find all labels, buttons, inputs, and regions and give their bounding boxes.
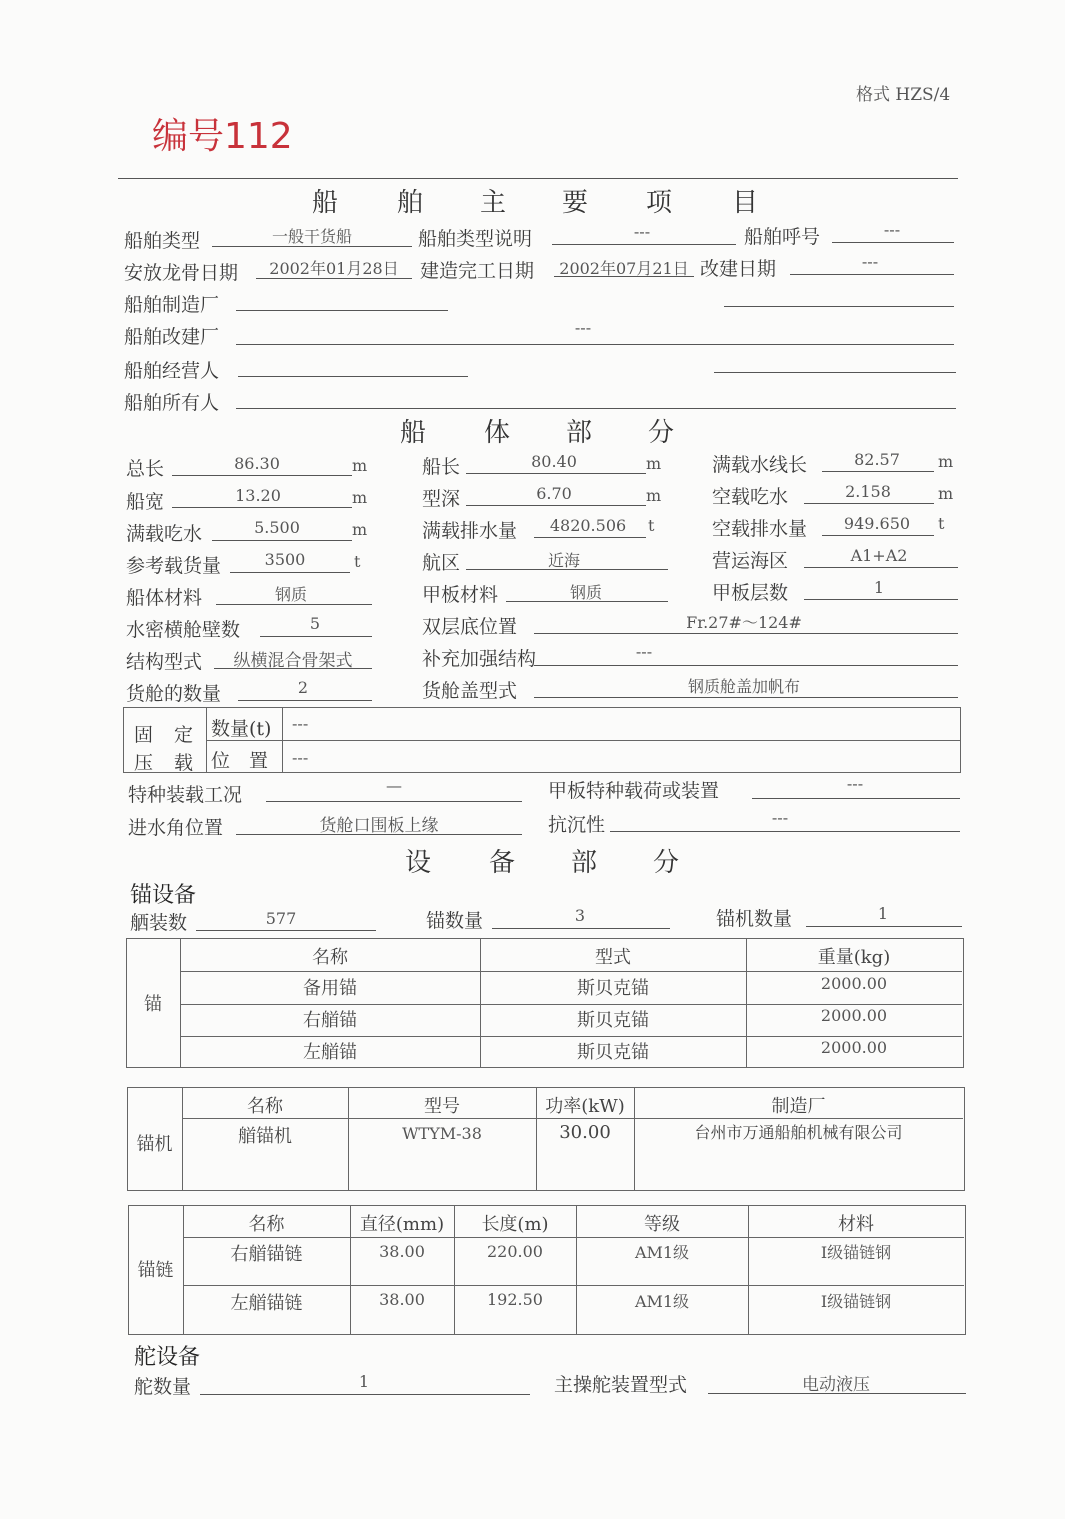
rudder-section-title: 舵设备 — [134, 1345, 201, 1370]
value-ship-type: 一般干货船 — [271, 227, 352, 246]
underline — [822, 471, 934, 472]
underline — [236, 408, 956, 409]
underline — [752, 798, 960, 799]
label-builder: 船舶制造厂 — [124, 294, 220, 316]
title-char: 项 — [646, 188, 673, 218]
value-call-sign: --- — [883, 220, 901, 239]
label-hold-count: 货舱的数量 — [126, 683, 222, 705]
ballast-qty-value: --- — [292, 714, 309, 733]
value-nav-area: 近海 — [547, 551, 580, 570]
value-breadth: 13.20 — [235, 486, 281, 505]
chain-row-2-length: 192.50 — [487, 1290, 543, 1309]
underline — [714, 372, 956, 373]
title-char: 船 — [312, 188, 339, 218]
windlass-row-maker: 台州市万通船舶机械有限公司 — [694, 1123, 903, 1142]
underline — [216, 604, 372, 605]
title-char: 舶 — [397, 188, 424, 218]
value-light-displacement: 949.650 — [843, 514, 911, 533]
underline — [708, 1393, 966, 1394]
value-hatch-cover: 钢质舱盖加帆布 — [687, 677, 800, 696]
label-owner: 船舶所有人 — [124, 392, 220, 414]
underline — [260, 636, 372, 637]
title-char: 目 — [732, 188, 759, 218]
underline — [832, 242, 954, 243]
underline — [822, 535, 934, 536]
unit-lwl: m — [938, 452, 954, 471]
value-deck-special: --- — [846, 774, 864, 793]
chain-row-1-name: 右艏锚链 — [230, 1244, 303, 1265]
unit-light-displacement: t — [938, 514, 945, 533]
underline — [534, 697, 958, 698]
header-divider — [118, 178, 958, 179]
unit-lbp: m — [646, 454, 662, 473]
value-completion-date: 2002年07月21日 — [559, 259, 689, 278]
label-op-sea-area: 营运海区 — [712, 550, 789, 572]
underline — [238, 376, 468, 377]
value-unsinkability: --- — [771, 808, 789, 827]
title-char: 要 — [562, 188, 589, 218]
windlass-row-power: 30.00 — [559, 1122, 611, 1143]
chain-header-grade: 等级 — [644, 1214, 680, 1235]
title-char: 分 — [648, 418, 675, 448]
title-char: 设 — [405, 848, 432, 878]
label-rebuilder: 船舶改建厂 — [124, 326, 220, 348]
underline — [196, 930, 376, 931]
value-reinforcement: --- — [635, 642, 653, 661]
title-char: 体 — [484, 418, 511, 448]
chain-table-side-label: 锚链 — [137, 1260, 174, 1281]
windlass-table-side-label: 锚机 — [136, 1134, 173, 1155]
underline — [552, 244, 736, 245]
underline — [230, 572, 350, 573]
chain-row-1-material: I级锚链钢 — [820, 1243, 892, 1262]
chain-row-2-diameter: 38.00 — [379, 1290, 425, 1309]
chain-row-2-grade: AM1级 — [634, 1292, 690, 1311]
anchor-row-2-weight: 2000.00 — [820, 1006, 888, 1025]
underline — [200, 1394, 530, 1395]
value-light-draft: 2.158 — [845, 482, 891, 501]
value-rebuild-date: --- — [861, 252, 879, 271]
value-loa: 86.30 — [234, 454, 280, 473]
title-char: 主 — [480, 188, 507, 218]
label-unsinkability: 抗沉性 — [548, 814, 606, 836]
chain-row-2-material: I级锚链钢 — [820, 1292, 892, 1311]
label-completion-date: 建造完工日期 — [420, 260, 535, 282]
label-ref-cargo: 参考载货量 — [126, 555, 222, 577]
ballast-label-ballast-2: 载 — [174, 752, 194, 774]
label-light-displacement: 空载排水量 — [712, 518, 808, 540]
title-char: 船 — [400, 418, 427, 448]
label-light-draft: 空载吃水 — [712, 486, 789, 508]
underline — [804, 567, 958, 568]
underline — [506, 601, 668, 602]
windlass-header-power: 功率(kW) — [545, 1096, 625, 1117]
label-nav-area: 航区 — [422, 552, 461, 574]
label-ship-type: 船舶类型 — [124, 230, 201, 252]
label-breadth: 船宽 — [126, 491, 165, 513]
label-deck-count: 甲板层数 — [712, 582, 789, 604]
ballast-label-fixed-1: 固 — [134, 724, 154, 746]
ballast-pos-value: --- — [292, 748, 309, 767]
anchor-row-3-type: 斯贝克锚 — [577, 1042, 649, 1063]
underline — [236, 834, 522, 835]
underline — [172, 475, 352, 476]
label-anchor-count: 锚数量 — [426, 910, 484, 932]
chain-header-diameter: 直径(mm) — [359, 1214, 445, 1235]
underline — [790, 274, 954, 275]
underline — [212, 540, 352, 541]
unit-depth: m — [646, 486, 662, 505]
anchor-row-2-name: 右艏锚 — [303, 1010, 357, 1031]
title-char: 备 — [489, 848, 516, 878]
value-structure: 纵横混合骨架式 — [233, 651, 353, 671]
anchor-section-title: 锚设备 — [130, 883, 197, 908]
chain-row-1-diameter: 38.00 — [379, 1242, 425, 1261]
label-full-draft: 满载吃水 — [126, 523, 203, 545]
divider — [183, 1237, 964, 1238]
value-bulkheads: 5 — [309, 614, 321, 633]
ballast-pos-label: 位 置 — [211, 750, 269, 772]
underline — [212, 246, 412, 247]
value-steering-gear: 电动液压 — [802, 1375, 870, 1395]
title-char: 部 — [566, 418, 593, 448]
underline — [236, 344, 954, 345]
label-loa: 总长 — [126, 458, 165, 480]
anchor-row-3-name: 左艏锚 — [303, 1042, 357, 1063]
underline — [466, 569, 668, 570]
underline — [554, 276, 694, 277]
label-deck-special: 甲板特种载荷或装置 — [548, 780, 720, 802]
value-anchor-count: 3 — [574, 906, 586, 925]
label-double-bottom: 双层底位置 — [422, 616, 518, 638]
windlass-header-name: 名称 — [247, 1096, 283, 1117]
label-steering-gear: 主操舵装置型式 — [554, 1374, 688, 1396]
unit-breadth: m — [352, 488, 368, 507]
chain-row-2-name: 左艏锚链 — [230, 1293, 303, 1314]
underline — [238, 700, 372, 701]
windlass-header-model: 型号 — [424, 1096, 460, 1117]
label-hull-material: 船体材料 — [126, 587, 203, 609]
unit-ref-cargo: t — [354, 552, 361, 571]
form-code: 格式 HZS/4 — [856, 85, 951, 105]
ballast-qty-label: 数量(t) — [211, 718, 272, 740]
underline — [214, 668, 372, 669]
anchor-table-side-label: 锚 — [144, 994, 162, 1015]
serial-number: 编号112 — [152, 116, 293, 157]
label-equipment-number: 舾装数 — [130, 912, 188, 934]
label-windlass-count: 锚机数量 — [716, 908, 793, 930]
underline — [534, 665, 958, 666]
label-rudder-count: 舵数量 — [134, 1376, 192, 1398]
underline — [534, 537, 646, 538]
title-char: 部 — [571, 848, 598, 878]
label-hatch-cover: 货舱盖型式 — [422, 680, 518, 702]
anchor-header-weight: 重量(kg) — [817, 947, 891, 968]
underline — [724, 306, 954, 307]
underline — [236, 310, 448, 311]
value-hold-count: 2 — [297, 678, 309, 697]
title-char: 分 — [653, 848, 680, 878]
value-deck-count: 1 — [873, 578, 885, 597]
divider — [180, 1004, 962, 1005]
value-special-load: — — [386, 776, 402, 795]
underline — [466, 473, 646, 474]
label-lbp: 船长 — [422, 456, 461, 478]
windlass-header-maker: 制造厂 — [771, 1096, 826, 1117]
value-equipment-number: 577 — [265, 909, 297, 928]
value-lbp: 80.40 — [531, 452, 577, 471]
chain-row-1-length: 220.00 — [487, 1242, 543, 1261]
label-special-load: 特种装载工况 — [128, 784, 243, 806]
ballast-label-ballast-1: 压 — [134, 752, 154, 774]
chain-header-name: 名称 — [248, 1214, 285, 1235]
divider — [180, 971, 962, 972]
label-structure: 结构型式 — [126, 651, 203, 673]
value-full-draft: 5.500 — [254, 518, 300, 537]
value-op-sea-area: A1+A2 — [850, 546, 908, 565]
value-full-displacement: 4820.506 — [549, 516, 627, 535]
anchor-row-2-type: 斯贝克锚 — [577, 1010, 649, 1031]
underline — [256, 278, 412, 279]
windlass-row-model: WTYM-38 — [402, 1124, 482, 1143]
windlass-row-name: 艏锚机 — [238, 1126, 292, 1147]
label-depth: 型深 — [422, 488, 461, 510]
underline — [266, 801, 522, 802]
divider — [180, 1036, 962, 1037]
value-ref-cargo: 3500 — [264, 550, 306, 569]
label-ship-type-desc: 船舶类型说明 — [418, 228, 533, 250]
value-hull-material: 钢质 — [274, 585, 307, 604]
underline — [492, 928, 670, 929]
label-rebuild-date: 改建日期 — [700, 258, 777, 280]
value-rebuilder: --- — [574, 318, 592, 337]
value-ship-type-desc: --- — [633, 222, 651, 241]
divider — [183, 1285, 964, 1286]
value-depth: 6.70 — [536, 484, 572, 503]
underline — [172, 507, 352, 508]
underline — [804, 503, 934, 504]
value-windlass-count: 1 — [877, 904, 889, 923]
anchor-row-1-type: 斯贝克锚 — [577, 978, 649, 999]
underline — [466, 505, 646, 506]
anchor-row-1-name: 备用锚 — [303, 978, 357, 999]
unit-light-draft: m — [938, 484, 954, 503]
label-reinforcement: 补充加强结构 — [422, 648, 537, 670]
value-rudder-count: 1 — [358, 1372, 370, 1391]
label-lwl: 满载水线长 — [712, 454, 808, 476]
underline — [534, 633, 958, 634]
label-flooding-angle: 进水角位置 — [128, 817, 224, 839]
label-keel-date: 安放龙骨日期 — [124, 262, 239, 284]
underline — [804, 599, 958, 600]
anchor-row-1-weight: 2000.00 — [820, 974, 888, 993]
chain-header-material: 材料 — [838, 1214, 874, 1235]
underline — [806, 926, 962, 927]
anchor-row-3-weight: 2000.00 — [820, 1038, 888, 1057]
value-lwl: 82.57 — [854, 450, 900, 469]
label-full-displacement: 满载排水量 — [422, 520, 518, 542]
label-deck-material: 甲板材料 — [422, 584, 499, 606]
chain-row-1-grade: AM1级 — [634, 1243, 690, 1262]
anchor-header-name: 名称 — [312, 947, 348, 968]
ballast-label-fixed-2: 定 — [174, 724, 194, 746]
anchor-header-type: 型式 — [595, 947, 631, 968]
underline — [610, 831, 960, 832]
unit-full-displacement: t — [648, 516, 655, 535]
divider — [182, 1118, 963, 1119]
value-flooding-angle: 货舱口围板上缘 — [319, 816, 439, 836]
value-keel-date: 2002年01月28日 — [269, 259, 399, 278]
unit-full-draft: m — [352, 520, 368, 539]
label-call-sign: 船舶呼号 — [744, 226, 821, 248]
chain-header-length: 长度(m) — [481, 1214, 549, 1235]
unit-loa: m — [352, 456, 368, 475]
divider — [206, 740, 960, 741]
label-bulkheads: 水密横舱壁数 — [126, 619, 241, 641]
label-operator: 船舶经营人 — [124, 360, 220, 382]
value-deck-material: 钢质 — [569, 583, 602, 602]
value-double-bottom: Fr.27#～124# — [686, 613, 802, 632]
